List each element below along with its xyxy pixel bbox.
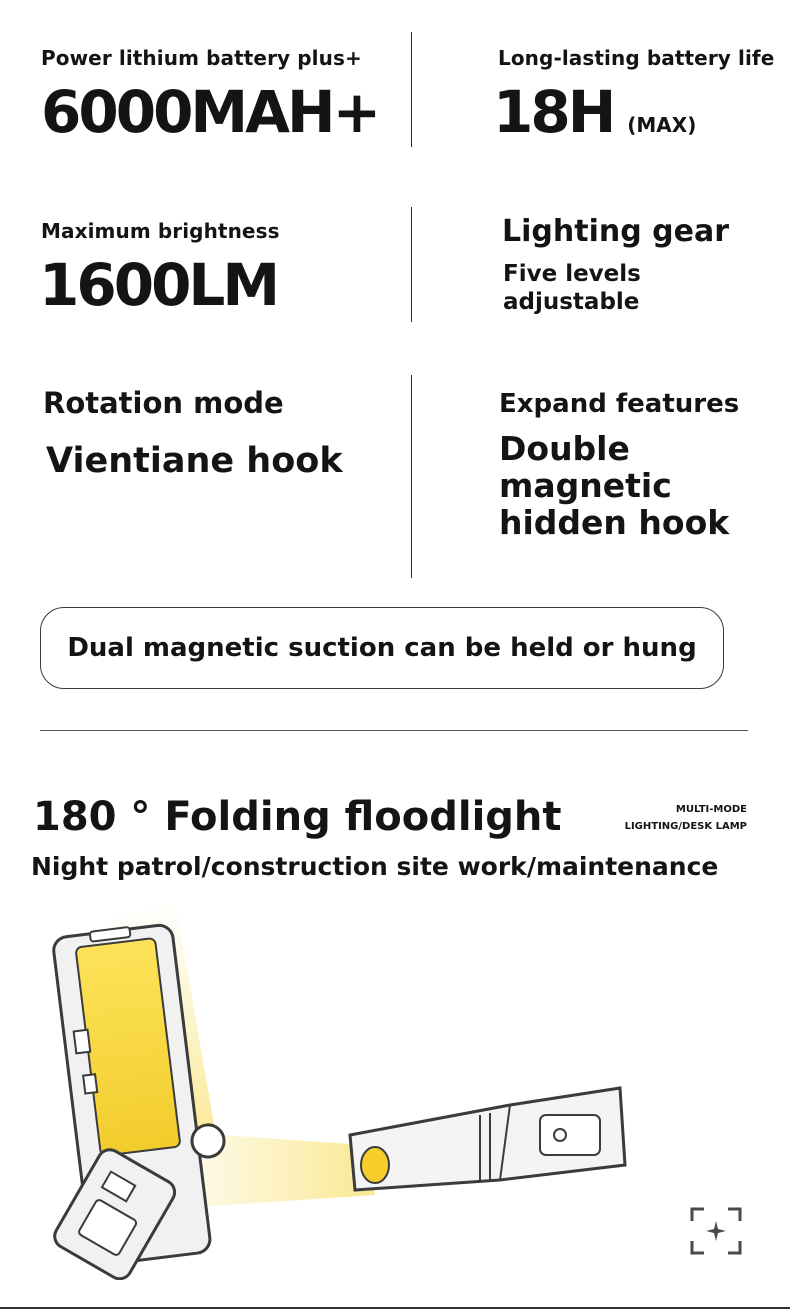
expand-value xyxy=(499,430,729,541)
rotation-label: Rotation mode xyxy=(43,386,284,420)
lying-lamp xyxy=(350,1088,625,1190)
lighting-gear-line: adjustable xyxy=(503,289,640,315)
divider xyxy=(411,207,412,322)
battery-label: Power lithium battery plus+ xyxy=(41,46,362,70)
multimode-tag-line: MULTI-MODE xyxy=(675,804,747,815)
expand-label: Expand features xyxy=(499,389,740,419)
bottom-border xyxy=(0,1307,790,1309)
divider xyxy=(411,32,412,147)
battery-value: 6000MAH+ xyxy=(41,78,379,146)
lighting-gear-line: Five levels xyxy=(503,261,641,287)
expand-line: magnetic xyxy=(499,466,672,505)
brightness-value: 1600LM xyxy=(39,251,278,319)
lighting-gear-desc xyxy=(503,260,641,316)
battery-life-label: Long-lasting battery life xyxy=(498,46,775,70)
floodlight-title: 180 ° Folding floodlight xyxy=(33,794,562,840)
battery-life-value-group xyxy=(493,78,697,146)
magnetic-banner-text: Dual magnetic suction can be held or hung xyxy=(67,633,697,663)
battery-life-value: 18H xyxy=(493,78,614,146)
focus-frame-icon xyxy=(690,1205,742,1257)
expand-line: Double xyxy=(499,429,630,468)
divider xyxy=(411,375,412,578)
magnetic-banner xyxy=(40,607,724,689)
multimode-tag xyxy=(625,801,747,835)
section-divider xyxy=(40,730,748,731)
lamp-lens xyxy=(361,1147,389,1183)
multimode-tag-line: LIGHTING/DESK LAMP xyxy=(624,821,747,832)
battery-life-suffix: (MAX) xyxy=(627,113,697,137)
floodlight-subtitle: Night patrol/construction site work/maintenance xyxy=(31,852,719,881)
lighting-gear-label: Lighting gear xyxy=(502,214,729,249)
rotation-value: Vientiane hook xyxy=(46,441,343,481)
brightness-label: Maximum brightness xyxy=(41,219,280,243)
product-illustration xyxy=(0,880,790,1280)
expand-line: hidden hook xyxy=(499,503,730,542)
